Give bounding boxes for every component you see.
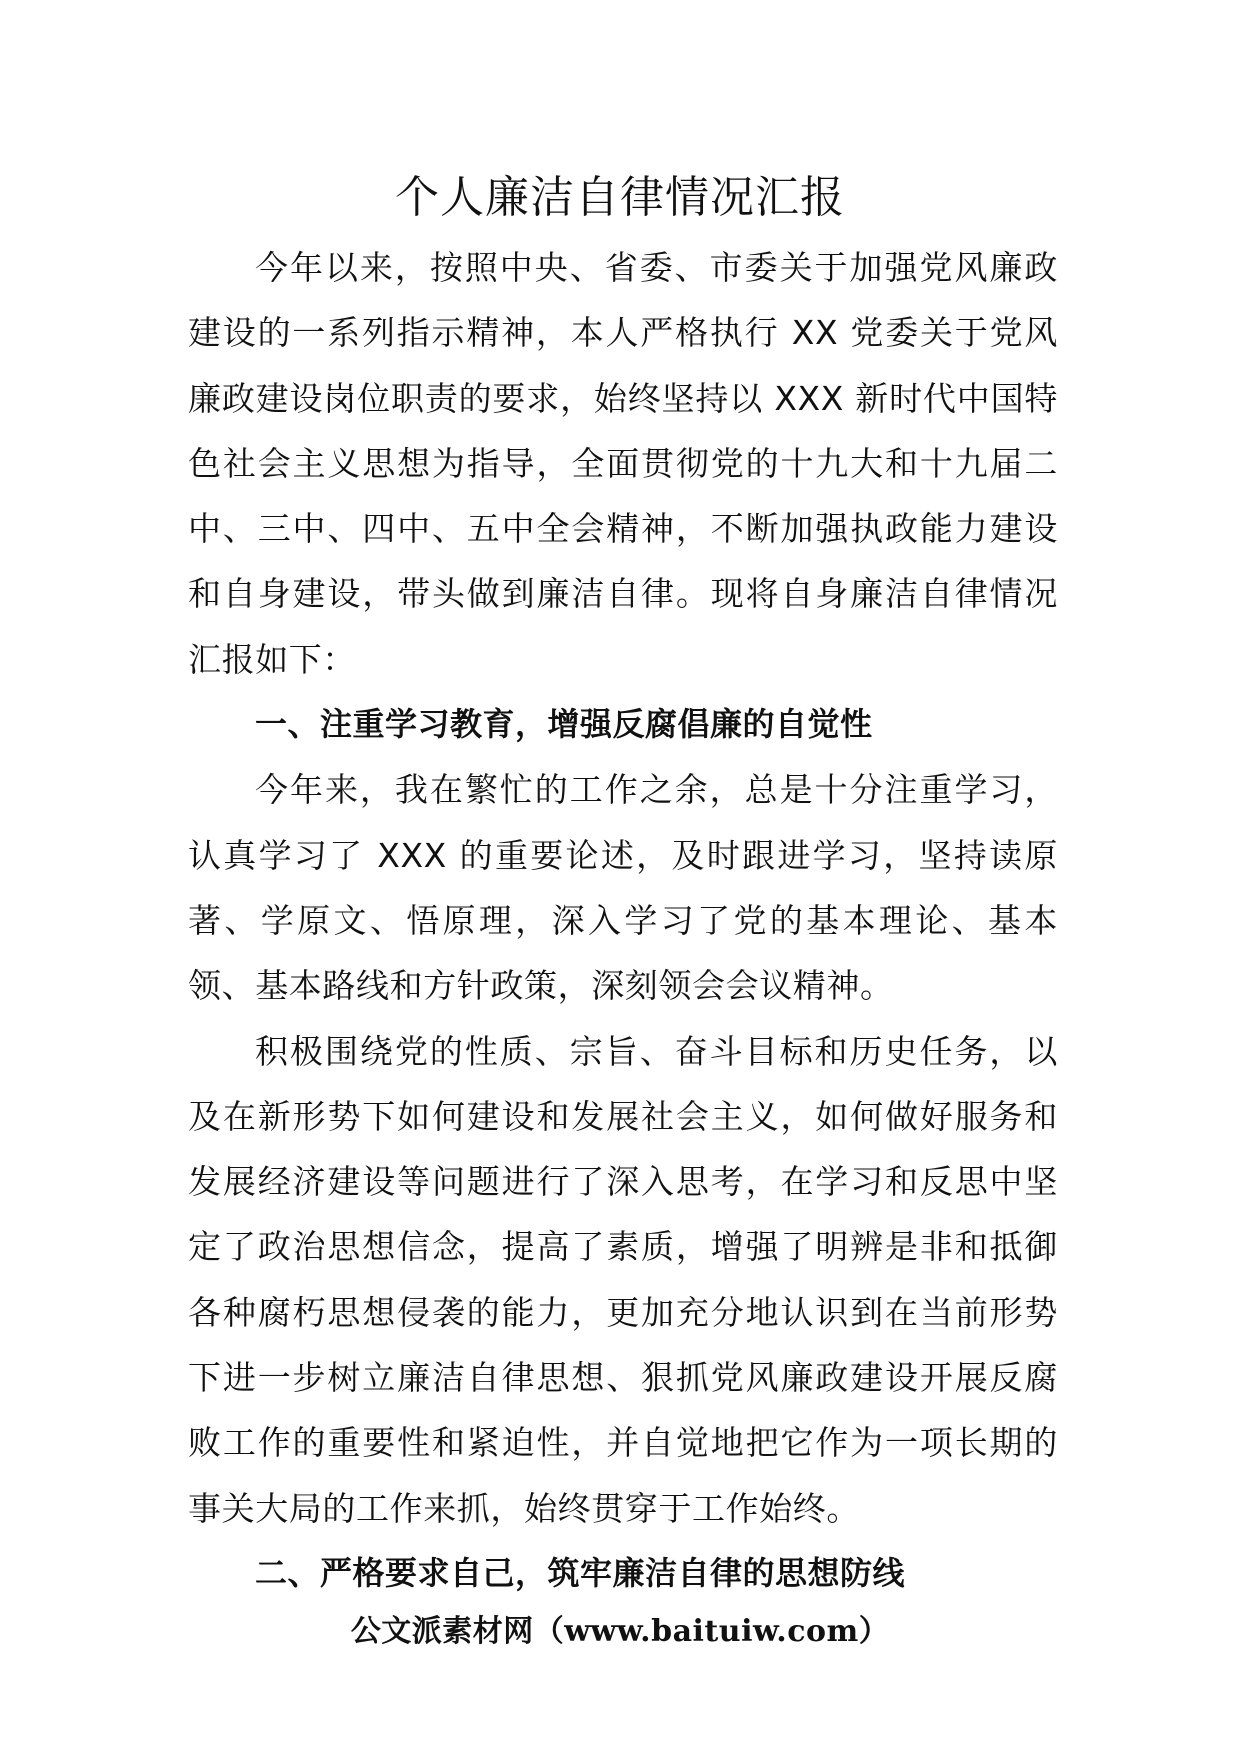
footer-watermark: 公文派素材网（www.baituiw.com）: [350, 1614, 890, 1649]
document-body: [188, 235, 1058, 1606]
document-title: 个人廉洁自律情况汇报: [395, 172, 845, 223]
body-paragraph: 今年以来，按照中央、省委、市委关于加强党风廉政建设的一系列指示精神，本人严格执行 XX 党委关于党风廉政建设岗位职责的要求，始终坚持以 XXX 新时代中国特色社会主义思想为指导，全面贯彻党的十九大和十九届二中、三中、四中、五中全会精神，不断加强执政能力建设和自身建设，带头做到廉洁自律。现将自身廉洁自律情况汇报如下：: [188, 248, 1058, 679]
body-paragraph: 今年来，我在繁忙的工作之余，总是十分注重学习，认真学习了 XXX 的重要论述，及时跟进学习，坚持读原著、学原文、悟原理，深入学习了党的基本理论、基本领、基本路线和方针政策，深刻领会会议精神。: [188, 770, 1059, 1006]
section-heading: 二、严格要求自己，筑牢廉洁自律的思想防线: [255, 1553, 906, 1592]
body-paragraph: 积极围绕党的性质、宗旨、奋斗目标和历史任务，以及在新形势下如何建设和发展社会主义，如何做好服务和发展经济建设等问题进行了深入思考，在学习和反思中坚定了政治思想信念，提高了素质，增强了明辨是非和抵御各种腐朽思想侵袭的能力，更加充分地认识到在当前形势下进一步树立廉洁自律思想、狠抓党风廉政建设开展反腐败工作的重要性和紧迫性，并自觉地把它作为一项长期的事关大局的工作来抓，始终贯穿于工作始终。: [188, 1031, 1058, 1528]
section-heading: 一、注重学习教育，增强反腐倡廉的自觉性: [255, 705, 873, 744]
